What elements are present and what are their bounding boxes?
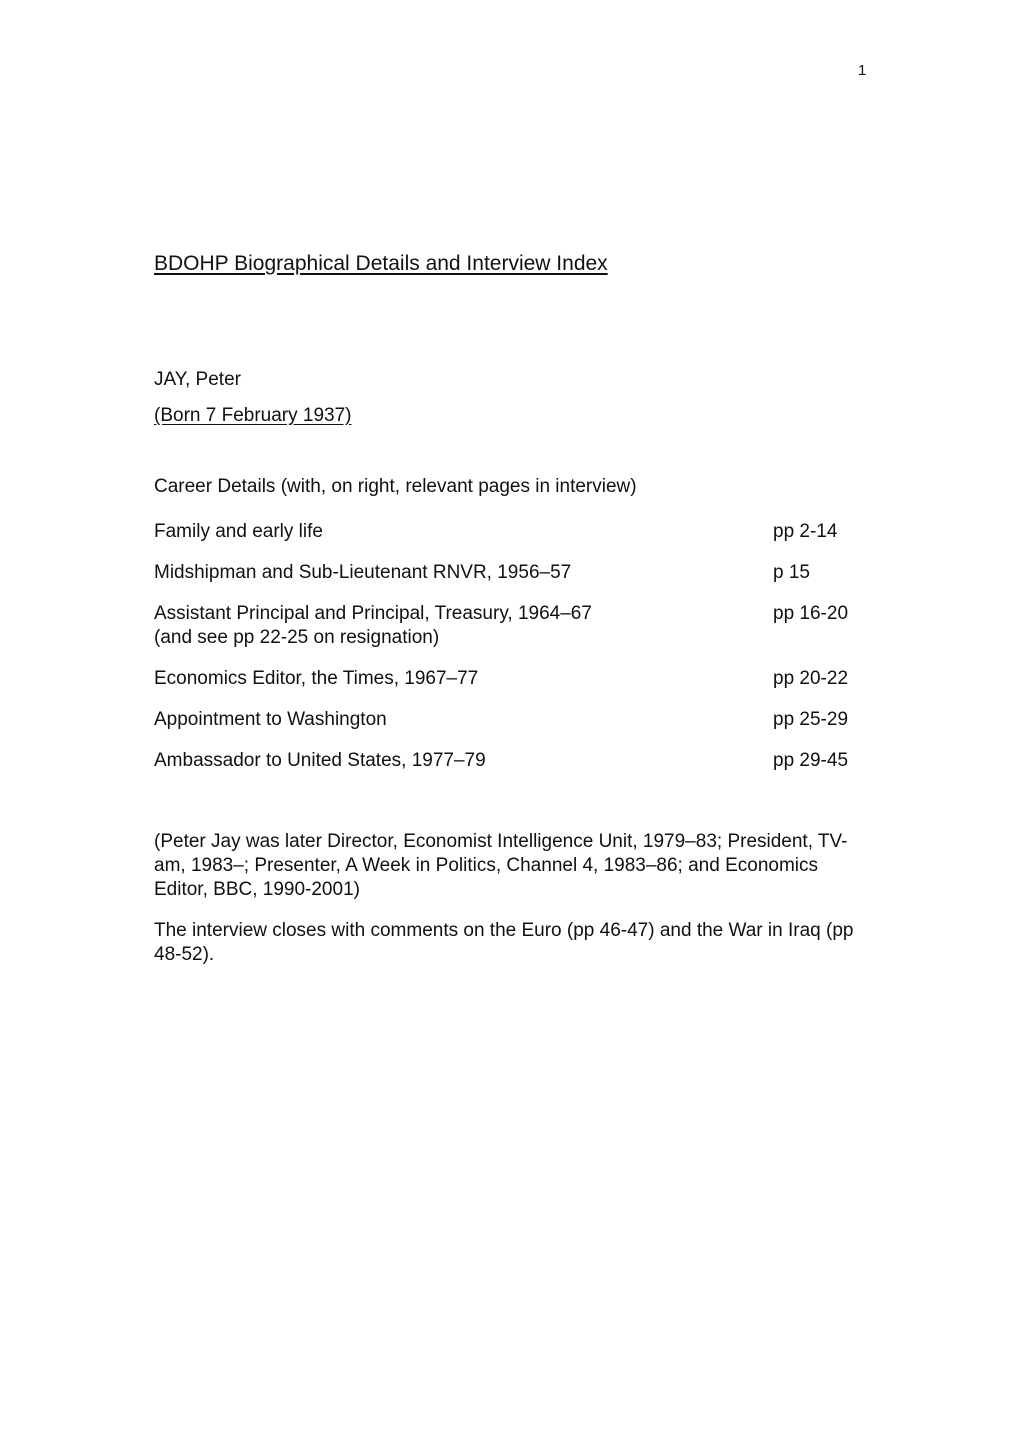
career-item: [154, 520, 874, 544]
interview-closing-note: The interview closes with comments on the Euro (pp 46-47) and the War in Iraq (pp 48-52).: [154, 920, 854, 965]
career-item-pages: p 15: [773, 562, 810, 583]
career-item-role: Appointment to Washington: [154, 709, 387, 730]
career-item: [154, 602, 874, 650]
career-details-list: [154, 520, 874, 790]
career-item-pages: pp 16-20: [773, 603, 849, 624]
career-item-role: Assistant Principal and Principal, Treasury, 1964–67 (and see pp 22-25 on resignation): [154, 603, 592, 648]
career-item-pages: pp 20-22: [773, 668, 849, 689]
career-item: [154, 749, 874, 773]
career-item: [154, 708, 874, 732]
career-item-role: Ambassador to United States, 1977–79: [154, 750, 486, 771]
career-item-pages: pp 2-14: [773, 521, 838, 542]
career-item: [154, 667, 874, 691]
person-name: JAY, Peter: [154, 369, 241, 390]
career-item-pages: pp 29-45: [773, 750, 849, 771]
career-item-role: Economics Editor, the Times, 1967–77: [154, 668, 479, 689]
person-birth-date: (Born 7 February 1937): [154, 405, 352, 426]
career-item: [154, 561, 874, 585]
document-title: BDOHP Biographical Details and Interview Index: [154, 252, 608, 275]
later-career-note: (Peter Jay was later Director, Economist Intelligence Unit, 1979–83; President, TV-am, 1983–; Presenter, A Week in Politics, Channel 4, 1983–86; and Economics Editor, BBC, 1990-2001): [154, 831, 848, 900]
career-item-role: Family and early life: [154, 521, 323, 542]
page-number: 1: [858, 62, 867, 79]
career-details-heading: Career Details (with, on right, relevant pages in interview): [154, 476, 637, 497]
career-item-role: Midshipman and Sub-Lieutenant RNVR, 1956–57: [154, 562, 572, 583]
career-item-pages: pp 25-29: [773, 709, 849, 730]
